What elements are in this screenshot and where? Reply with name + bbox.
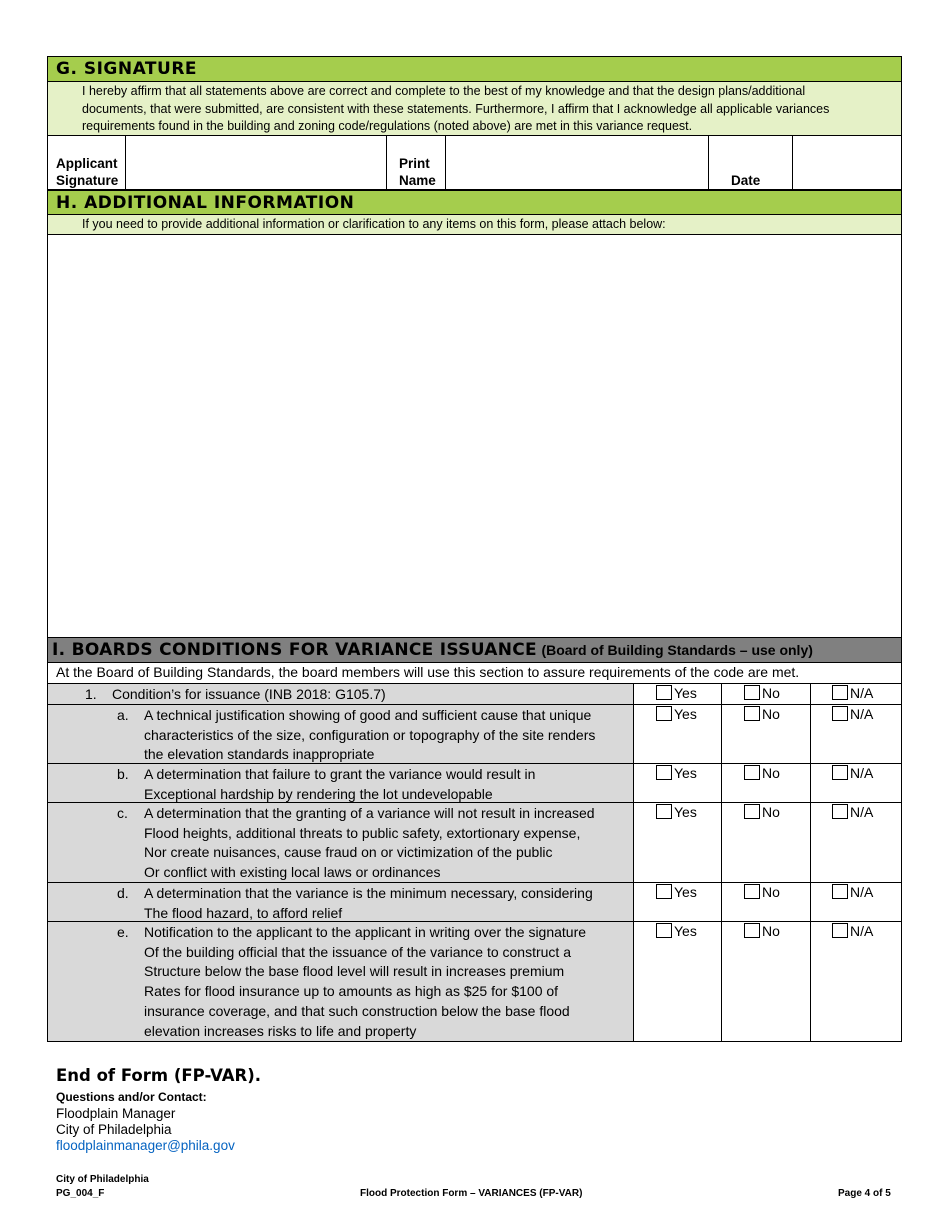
yes-label: Yes [674, 884, 697, 900]
no-label: No [762, 685, 780, 701]
yes-option[interactable] [656, 685, 697, 701]
condition-number: 1. [85, 686, 97, 702]
option-cell-yes [633, 704, 722, 764]
na-label: N/A [850, 923, 874, 939]
condition-text-line: Flood heights, additional threats to public safety, extortionary expense, [144, 824, 581, 841]
na-option[interactable] [832, 685, 873, 701]
yes-checkbox[interactable] [656, 765, 672, 780]
condition-row [47, 802, 634, 883]
na-checkbox[interactable] [832, 884, 848, 899]
na-option[interactable] [832, 923, 873, 939]
condition-text: Condition’s for issuance (INB 2018: G105.7) [112, 686, 386, 702]
no-option[interactable] [744, 884, 780, 900]
yes-checkbox[interactable] [656, 706, 672, 721]
signature-row [47, 135, 902, 190]
yes-checkbox[interactable] [656, 923, 672, 938]
contact-name: Floodplain Manager [56, 1106, 176, 1121]
end-of-form-title: End of Form (FP-VAR). [56, 1066, 262, 1085]
condition-text-line: characteristics of the size, configuration or topography of the site renders [144, 726, 596, 743]
print-name-field[interactable] [445, 136, 709, 189]
no-option[interactable] [744, 685, 780, 701]
contact-org: City of Philadelphia [56, 1122, 172, 1137]
additional-info-instruction: If you need to provide additional information or clarification to any items on this form, please attach below: [82, 217, 666, 231]
condition-text-line: Notification to the applicant to the applicant in writing over the signature [144, 924, 587, 940]
option-cell-na [810, 683, 902, 705]
yes-label: Yes [674, 685, 697, 701]
option-cell-no [721, 882, 811, 922]
option-cell-no [721, 763, 811, 803]
condition-letter: e. [117, 924, 129, 940]
date-label: Date [731, 173, 761, 188]
na-checkbox[interactable] [832, 804, 848, 819]
no-checkbox[interactable] [744, 923, 760, 938]
no-option[interactable] [744, 923, 780, 939]
footer-code: PG_004_F [56, 1188, 105, 1199]
na-option[interactable] [832, 804, 873, 820]
condition-text-line: the elevation standards inappropriate [144, 746, 375, 763]
option-cell-na [810, 763, 902, 803]
condition-text-line: Or conflict with existing local laws or ordinances [144, 864, 441, 881]
yes-checkbox[interactable] [656, 685, 672, 700]
no-checkbox[interactable] [744, 706, 760, 721]
option-cell-no [721, 802, 811, 883]
footer-org: City of Philadelphia [56, 1174, 149, 1185]
option-cell-na [810, 802, 902, 883]
additional-info-area[interactable] [47, 234, 902, 638]
condition-text-line: insurance coverage, and that such construction below the base flood [144, 1002, 570, 1019]
footer-page-number: Page 4 of 5 [838, 1188, 891, 1199]
no-option[interactable] [744, 804, 780, 820]
na-label: N/A [850, 765, 874, 781]
condition-text-line: A determination that failure to grant the variance would result in [144, 766, 536, 782]
na-option[interactable] [832, 706, 873, 722]
yes-label: Yes [674, 923, 697, 939]
condition-text-line: Structure below the base flood level will result in increases premium [144, 963, 565, 980]
yes-option[interactable] [656, 765, 697, 781]
condition-letter: a. [117, 707, 129, 723]
no-option[interactable] [744, 765, 780, 781]
na-checkbox[interactable] [832, 923, 848, 938]
condition-letter: c. [117, 805, 128, 821]
contact-email-link[interactable]: floodplainmanager@phila.gov [56, 1138, 235, 1153]
option-cell-yes [633, 683, 722, 705]
condition-text-line: Exceptional hardship by rendering the lot undevelopable [144, 785, 493, 802]
na-checkbox[interactable] [832, 685, 848, 700]
condition-text-line: A technical justification showing of good and sufficient cause that unique [144, 707, 592, 723]
option-cell-na [810, 882, 902, 922]
no-label: No [762, 923, 780, 939]
condition-letter: b. [117, 766, 129, 782]
na-label: N/A [850, 685, 874, 701]
no-option[interactable] [744, 706, 780, 722]
condition-letter: d. [117, 885, 129, 901]
yes-option[interactable] [656, 884, 697, 900]
section-h-header [47, 190, 902, 215]
no-checkbox[interactable] [744, 804, 760, 819]
section-i-intro: At the Board of Building Standards, the board members will use this section to assure requirements of the code are met. [56, 664, 800, 680]
condition-text-line: elevation increases risks to life and property [144, 1022, 417, 1039]
condition-text-line: A determination that the variance is the minimum necessary, considering [144, 885, 593, 901]
condition-text-line: Nor create nuisances, cause fraud on or victimization of the public [144, 844, 553, 861]
na-checkbox[interactable] [832, 706, 848, 721]
no-checkbox[interactable] [744, 765, 760, 780]
yes-label: Yes [674, 765, 697, 781]
no-checkbox[interactable] [744, 884, 760, 899]
condition-row [47, 704, 634, 764]
no-label: No [762, 804, 780, 820]
na-label: N/A [850, 706, 874, 722]
no-label: No [762, 706, 780, 722]
yes-label: Yes [674, 804, 697, 820]
no-checkbox[interactable] [744, 685, 760, 700]
na-checkbox[interactable] [832, 765, 848, 780]
yes-option[interactable] [656, 804, 697, 820]
section-h-instruction-box [47, 214, 902, 235]
section-g-title: G. SIGNATURE [56, 59, 198, 79]
option-cell-na [810, 921, 902, 1042]
end-of-form-block [56, 1066, 261, 1153]
condition-text-line: Rates for flood insurance up to amounts as high as $25 for $100 of [144, 983, 559, 1000]
na-option[interactable] [832, 884, 873, 900]
yes-option[interactable] [656, 706, 697, 722]
na-label: N/A [850, 884, 874, 900]
footer-form-name: Flood Protection Form – VARIANCES (FP-VAR) [360, 1188, 583, 1199]
affirmation-statement: I hereby affirm that all statements above are correct and complete to the best of my knowledge and that the design plans/additional documents, that were submitted, are consistent with these statements. Furthermore, I affirm that I acknowledge all applicable variances requirements found in the building and zoning code/regulations (noted above) are met in this variance request. [82, 84, 830, 133]
option-cell-no [721, 683, 811, 705]
yes-label: Yes [674, 706, 697, 722]
yes-checkbox[interactable] [656, 804, 672, 819]
option-cell-yes [633, 802, 722, 883]
condition-text-line: A determination that the granting of a variance will not result in increased [144, 805, 595, 821]
condition-row [47, 683, 634, 705]
questions-label: Questions and/or Contact: [56, 1090, 207, 1104]
section-i-header [47, 637, 902, 663]
applicant-signature-label: Applicant Signature [56, 156, 119, 188]
section-g-statement-box [47, 81, 902, 136]
section-h-title: H. ADDITIONAL INFORMATION [56, 193, 355, 213]
condition-row [47, 763, 634, 803]
condition-row [47, 882, 634, 922]
no-label: No [762, 765, 780, 781]
yes-option[interactable] [656, 923, 697, 939]
na-label: N/A [850, 804, 874, 820]
condition-text-line: The flood hazard, to afford relief [144, 904, 343, 921]
section-i-subtitle: (Board of Building Standards – use only) [541, 642, 813, 658]
option-cell-no [721, 921, 811, 1042]
section-g-header [47, 56, 902, 82]
section-i-title: I. BOARDS CONDITIONS FOR VARIANCE ISSUANCE [52, 640, 537, 660]
option-cell-no [721, 704, 811, 764]
date-field[interactable] [792, 136, 902, 189]
no-label: No [762, 884, 780, 900]
applicant-signature-field[interactable] [125, 136, 387, 189]
section-i-intro-box [47, 662, 902, 684]
option-cell-na [810, 704, 902, 764]
condition-text-line: Of the building official that the issuance of the variance to construct a [144, 943, 571, 960]
condition-row [47, 921, 634, 1042]
option-cell-yes [633, 921, 722, 1042]
yes-checkbox[interactable] [656, 884, 672, 899]
option-cell-yes [633, 763, 722, 803]
na-option[interactable] [832, 765, 873, 781]
print-name-label: Print Name [399, 156, 436, 188]
option-cell-yes [633, 882, 722, 922]
